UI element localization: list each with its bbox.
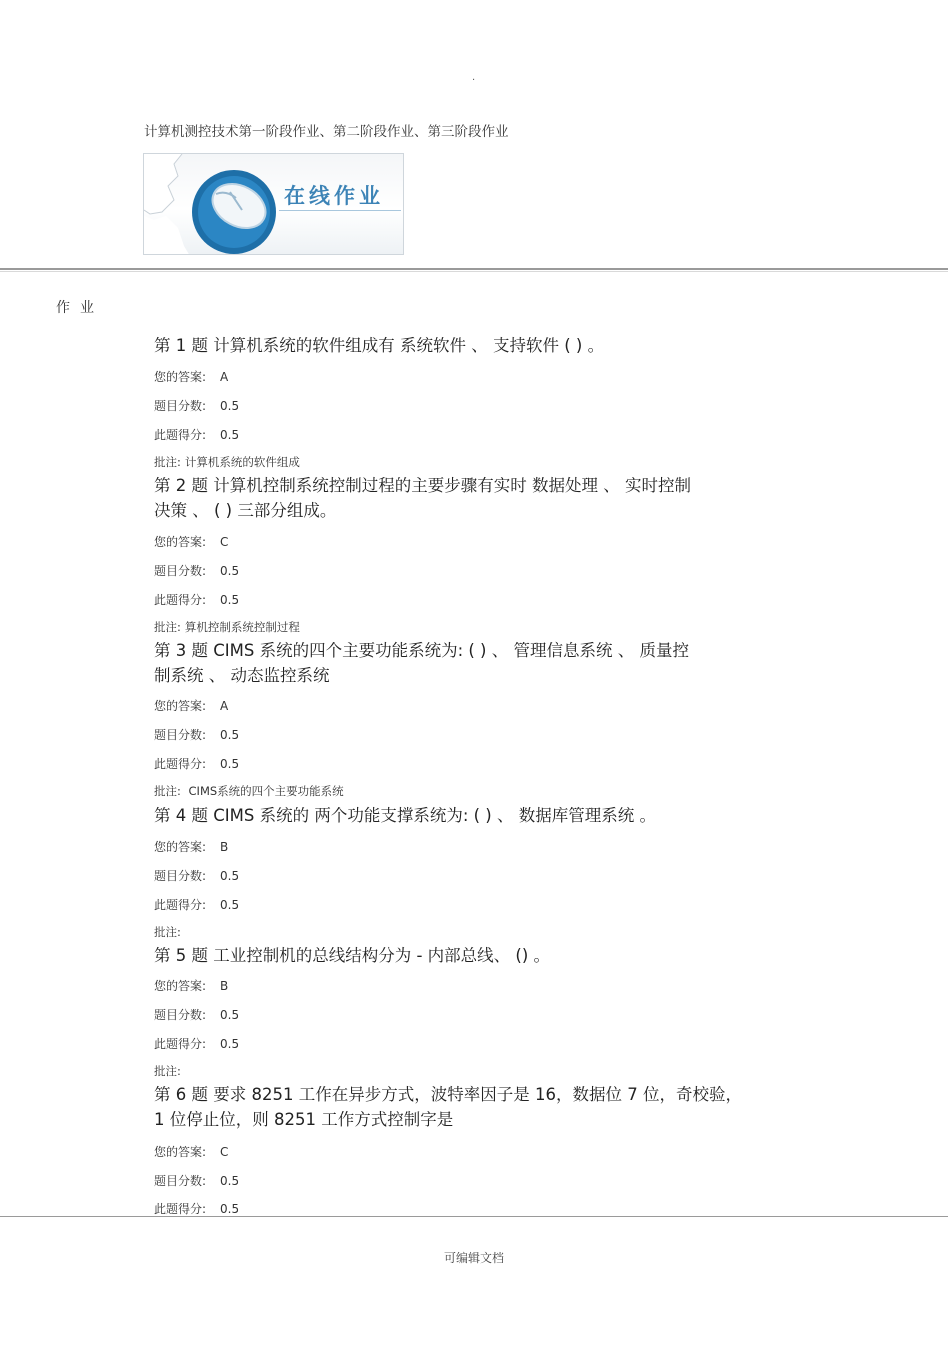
got-score-value: 0.5 (220, 1037, 240, 1051)
answer-label: 您的答案: (154, 1145, 207, 1159)
question-2-line1: 第 2 题 计算机控制系统控制过程的主要步骤有实时 数据处理 、 实时控制 (154, 476, 691, 495)
question-4-title (154, 803, 804, 828)
question-1-got-score (154, 426, 239, 443)
question-3-full-score (154, 726, 239, 743)
question-6-answer (154, 1143, 228, 1160)
full-score-label: 题目分数: (154, 1008, 207, 1022)
answer-label: 您的答案: (154, 370, 207, 384)
note-label: 批注: (154, 620, 181, 634)
banner-title: 在线作业 (284, 184, 384, 208)
full-score-value: 0.5 (220, 869, 240, 883)
answer-value: B (220, 979, 229, 993)
got-score-value: 0.5 (220, 428, 240, 442)
got-score-label: 此题得分: (154, 593, 207, 607)
answer-label: 您的答案: (154, 699, 207, 713)
header-dot: . (472, 72, 476, 83)
question-4-note (154, 924, 185, 940)
question-6-title (154, 1082, 804, 1132)
question-1-full-score (154, 397, 239, 414)
full-score-value: 0.5 (220, 564, 240, 578)
full-score-label: 题目分数: (154, 1174, 207, 1188)
answer-label: 您的答案: (154, 535, 207, 549)
full-score-value: 0.5 (220, 1008, 240, 1022)
note-value: 计算机系统的软件组成 (184, 455, 300, 469)
page-footer: 可编辑文档 (443, 1251, 504, 1265)
question-1-title (154, 333, 804, 358)
question-3-note (154, 783, 344, 799)
question-3-line1: 第 3 题 CIMS 系统的四个主要功能系统为: ( ) 、 管理信息系统 、 质量控 (154, 641, 689, 660)
question-5-full-score (154, 1006, 239, 1023)
answer-value: A (220, 370, 229, 384)
question-6-got-score (154, 1200, 239, 1217)
answer-label: 您的答案: (154, 979, 207, 993)
note-label: 批注: (154, 455, 181, 469)
full-score-value: 0.5 (220, 728, 240, 742)
question-1-line1: 第 1 题 计算机系统的软件组成有 系统软件 、 支持软件 ( ) 。 (154, 336, 605, 355)
question-1-note (154, 454, 300, 470)
question-3-got-score (154, 755, 239, 772)
full-score-label: 题目分数: (154, 399, 207, 413)
question-5-note (154, 1063, 185, 1079)
question-4-line1: 第 4 题 CIMS 系统的 两个功能支撑系统为: ( ) 、 数据库管理系统 。 (154, 806, 656, 825)
note-label: 批注: (154, 925, 181, 939)
bottom-divider (0, 1216, 948, 1217)
question-2-full-score (154, 562, 239, 579)
answer-value: B (220, 840, 229, 854)
question-5-answer (154, 977, 228, 994)
answer-value: A (220, 699, 229, 713)
note-value: 算机控制系统控制过程 (184, 620, 300, 634)
online-homework-banner (143, 153, 404, 255)
got-score-value: 0.5 (220, 1202, 240, 1216)
got-score-label: 此题得分: (154, 898, 207, 912)
question-4-answer (154, 838, 228, 855)
question-2-note (154, 619, 300, 635)
full-score-label: 题目分数: (154, 869, 207, 883)
section-label: 作业 (56, 300, 104, 316)
question-3-line2: 制系统 、 动态监控系统 (154, 666, 330, 685)
question-2-line2: 决策 、 ( ) 三部分组成。 (154, 501, 337, 520)
got-score-label: 此题得分: (154, 428, 207, 442)
question-6-line1: 第 6 题 要求 8251 工作在异步方式，波特率因子是 16，数据位 7 位，奇校验， (154, 1085, 742, 1104)
question-3-answer (154, 697, 228, 714)
question-2-got-score (154, 591, 239, 608)
full-score-label: 题目分数: (154, 728, 207, 742)
answer-label: 您的答案: (154, 840, 207, 854)
question-5-title (154, 943, 804, 968)
got-score-value: 0.5 (220, 757, 240, 771)
answer-value: C (220, 1145, 229, 1159)
question-4-full-score (154, 867, 239, 884)
got-score-value: 0.5 (220, 593, 240, 607)
got-score-label: 此题得分: (154, 757, 207, 771)
note-value: CIMS系统的四个主要功能系统 (184, 784, 344, 798)
got-score-value: 0.5 (220, 898, 240, 912)
question-3-title (154, 638, 804, 688)
top-divider (0, 268, 948, 270)
question-1-answer (154, 368, 228, 385)
banner-underline (279, 210, 401, 211)
got-score-label: 此题得分: (154, 1202, 207, 1216)
question-4-got-score (154, 896, 239, 913)
note-label: 批注: (154, 784, 181, 798)
got-score-label: 此题得分: (154, 1037, 207, 1051)
note-label: 批注: (154, 1064, 181, 1078)
document-title: 计算机测控技术第一阶段作业、第二阶段作业、第三阶段作业 (144, 124, 509, 140)
top-divider-shadow (0, 271, 948, 272)
question-6-full-score (154, 1172, 239, 1189)
full-score-value: 0.5 (220, 1174, 240, 1188)
question-5-line1: 第 5 题 工业控制机的总线结构分为 - 内部总线、 () 。 (154, 946, 551, 965)
answer-value: C (220, 535, 229, 549)
full-score-label: 题目分数: (154, 564, 207, 578)
question-5-got-score (154, 1035, 239, 1052)
question-6-line2: 1 位停止位，则 8251 工作方式控制字是 (154, 1110, 454, 1129)
question-2-answer (154, 533, 228, 550)
full-score-value: 0.5 (220, 399, 240, 413)
question-2-title (154, 473, 804, 523)
